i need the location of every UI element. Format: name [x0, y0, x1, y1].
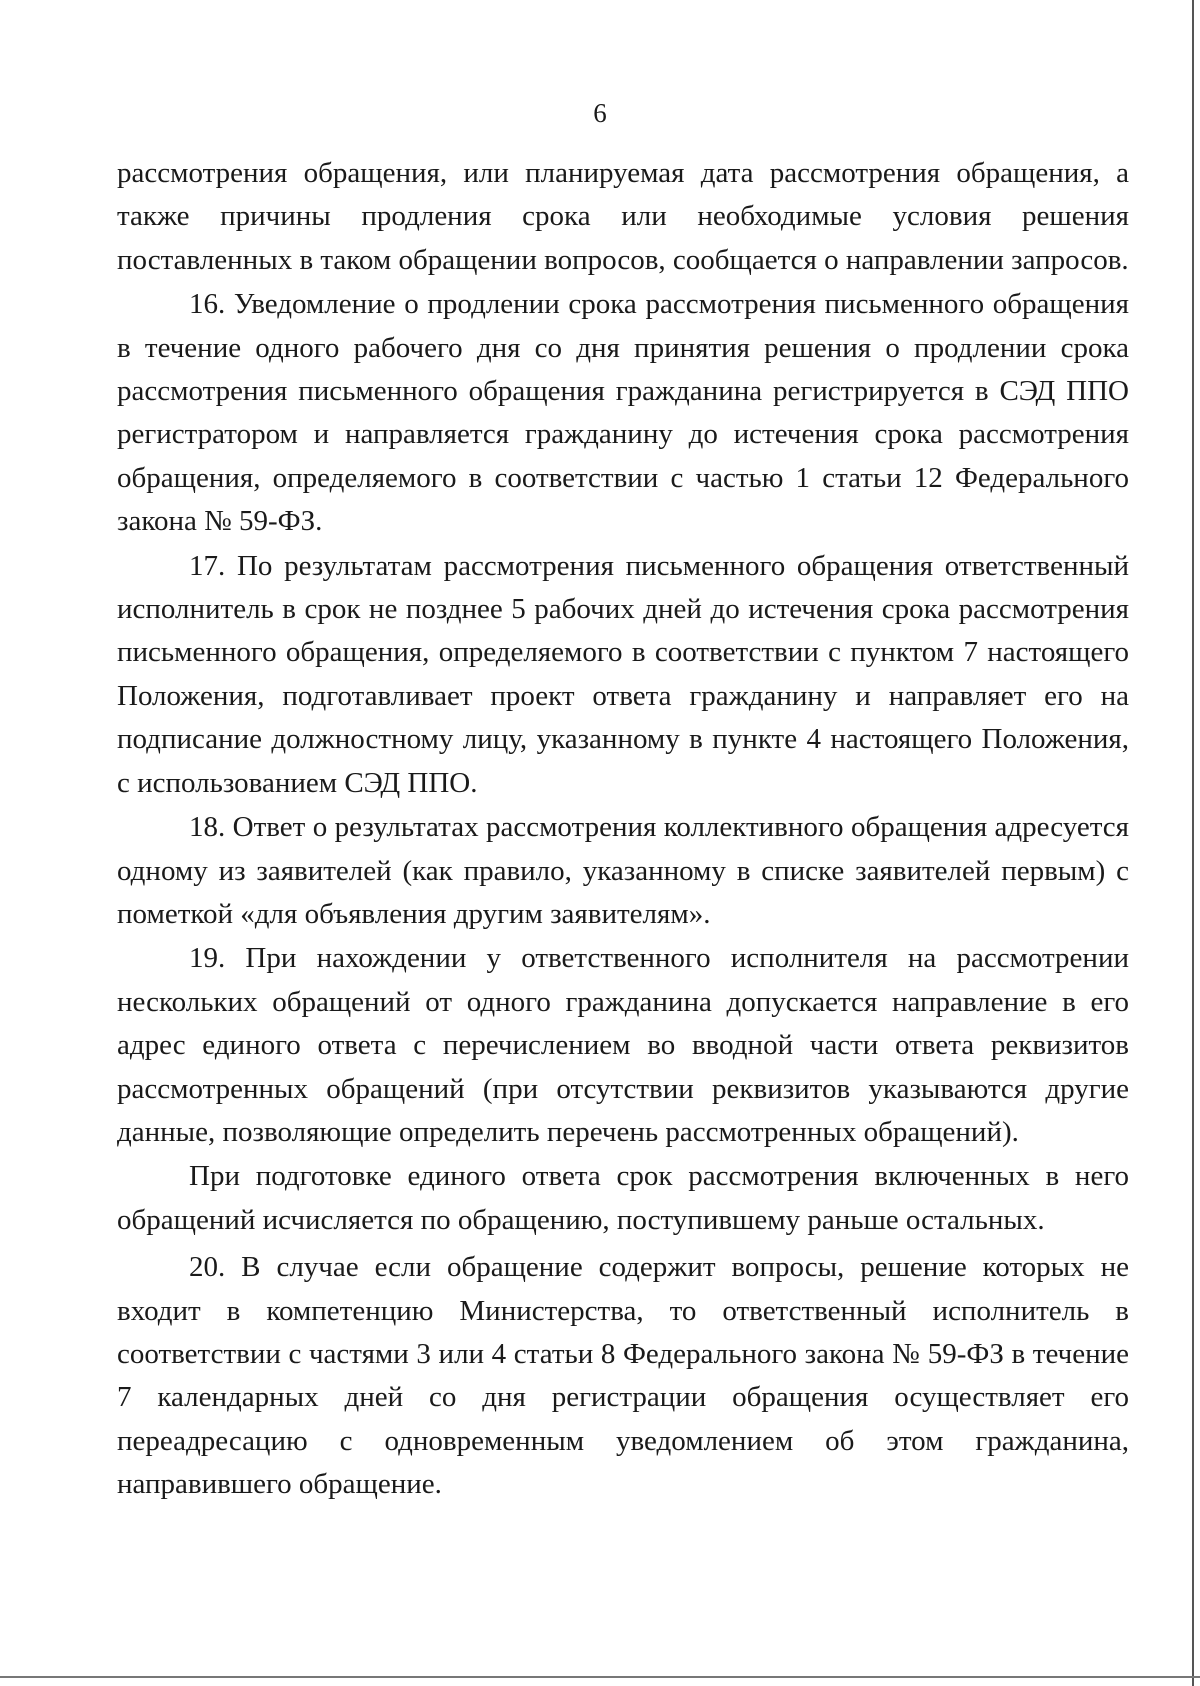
scan-edge-bottom	[0, 1676, 1200, 1678]
paragraph-17: 17. По результатам рассмотрения письменного обращения ответственный исполнитель в срок не позднее 5 рабочих дней до истечения срока рассмотрения письменного обращения, определяемого в соответствии с пунктом 7 настоящего Положения, подготавливает проект ответа гражданину и направляет его на подписание должностному лицу, указанному в пункте 4 настоящего Положения, с использованием СЭД ППО.	[117, 549, 1129, 799]
paragraph-18: 18. Ответ о результатах рассмотрения коллективного обращения адресуется одному из заявителей (как правило, указанному в списке заявителей первым) с пометкой «для объявления другим заявителям».	[117, 811, 1129, 930]
scan-edge-right	[1192, 0, 1194, 1686]
paragraph-19: 19. При нахождении у ответственного исполнителя на рассмотрении нескольких обращений от одного гражданина допускается направление в его адрес единого ответа с перечислением во вводной части ответа реквизитов рассмотренных обращений (при отсутствии реквизитов указываются другие данные, позволяющие определить перечень рассмотренных обращений).	[117, 942, 1129, 1148]
document-body	[117, 152, 1129, 1507]
paragraph-20: 20. В случае если обращение содержит вопросы, решение которых не входит в компетенцию Министерства, то ответственный исполнитель в соответствии с частями 3 или 4 статьи 8 Федерального закона № 59-ФЗ в течение 7 календарных дней со дня регистрации обращения осуществляет его переадресацию с одновременным уведомлением об этом гражданина, направившего обращение.	[117, 1251, 1129, 1501]
paragraph-16: 16. Уведомление о продлении срока рассмотрения письменного обращения в течение одного рабочего дня со дня принятия решения о продлении срока рассмотрения письменного обращения гражданина регистрируется в СЭД ППО регистратором и направляется гражданину до истечения срока рассмотрения обращения, определяемого в соответствии с частью 1 статьи 12 Федерального закона № 59-ФЗ.	[117, 288, 1129, 538]
page-number: 6	[593, 98, 607, 128]
paragraph-19-note: При подготовке единого ответа срок рассмотрения включенных в него обращений исчисляется по обращению, поступившему раньше остальных.	[117, 1160, 1129, 1236]
paragraph-continuation: рассмотрения обращения, или планируемая дата рассмотрения обращения, а также причины продления срока или необходимые условия решения поставленных в таком обращении вопросов, сообщается о направлении запросов.	[117, 157, 1129, 276]
